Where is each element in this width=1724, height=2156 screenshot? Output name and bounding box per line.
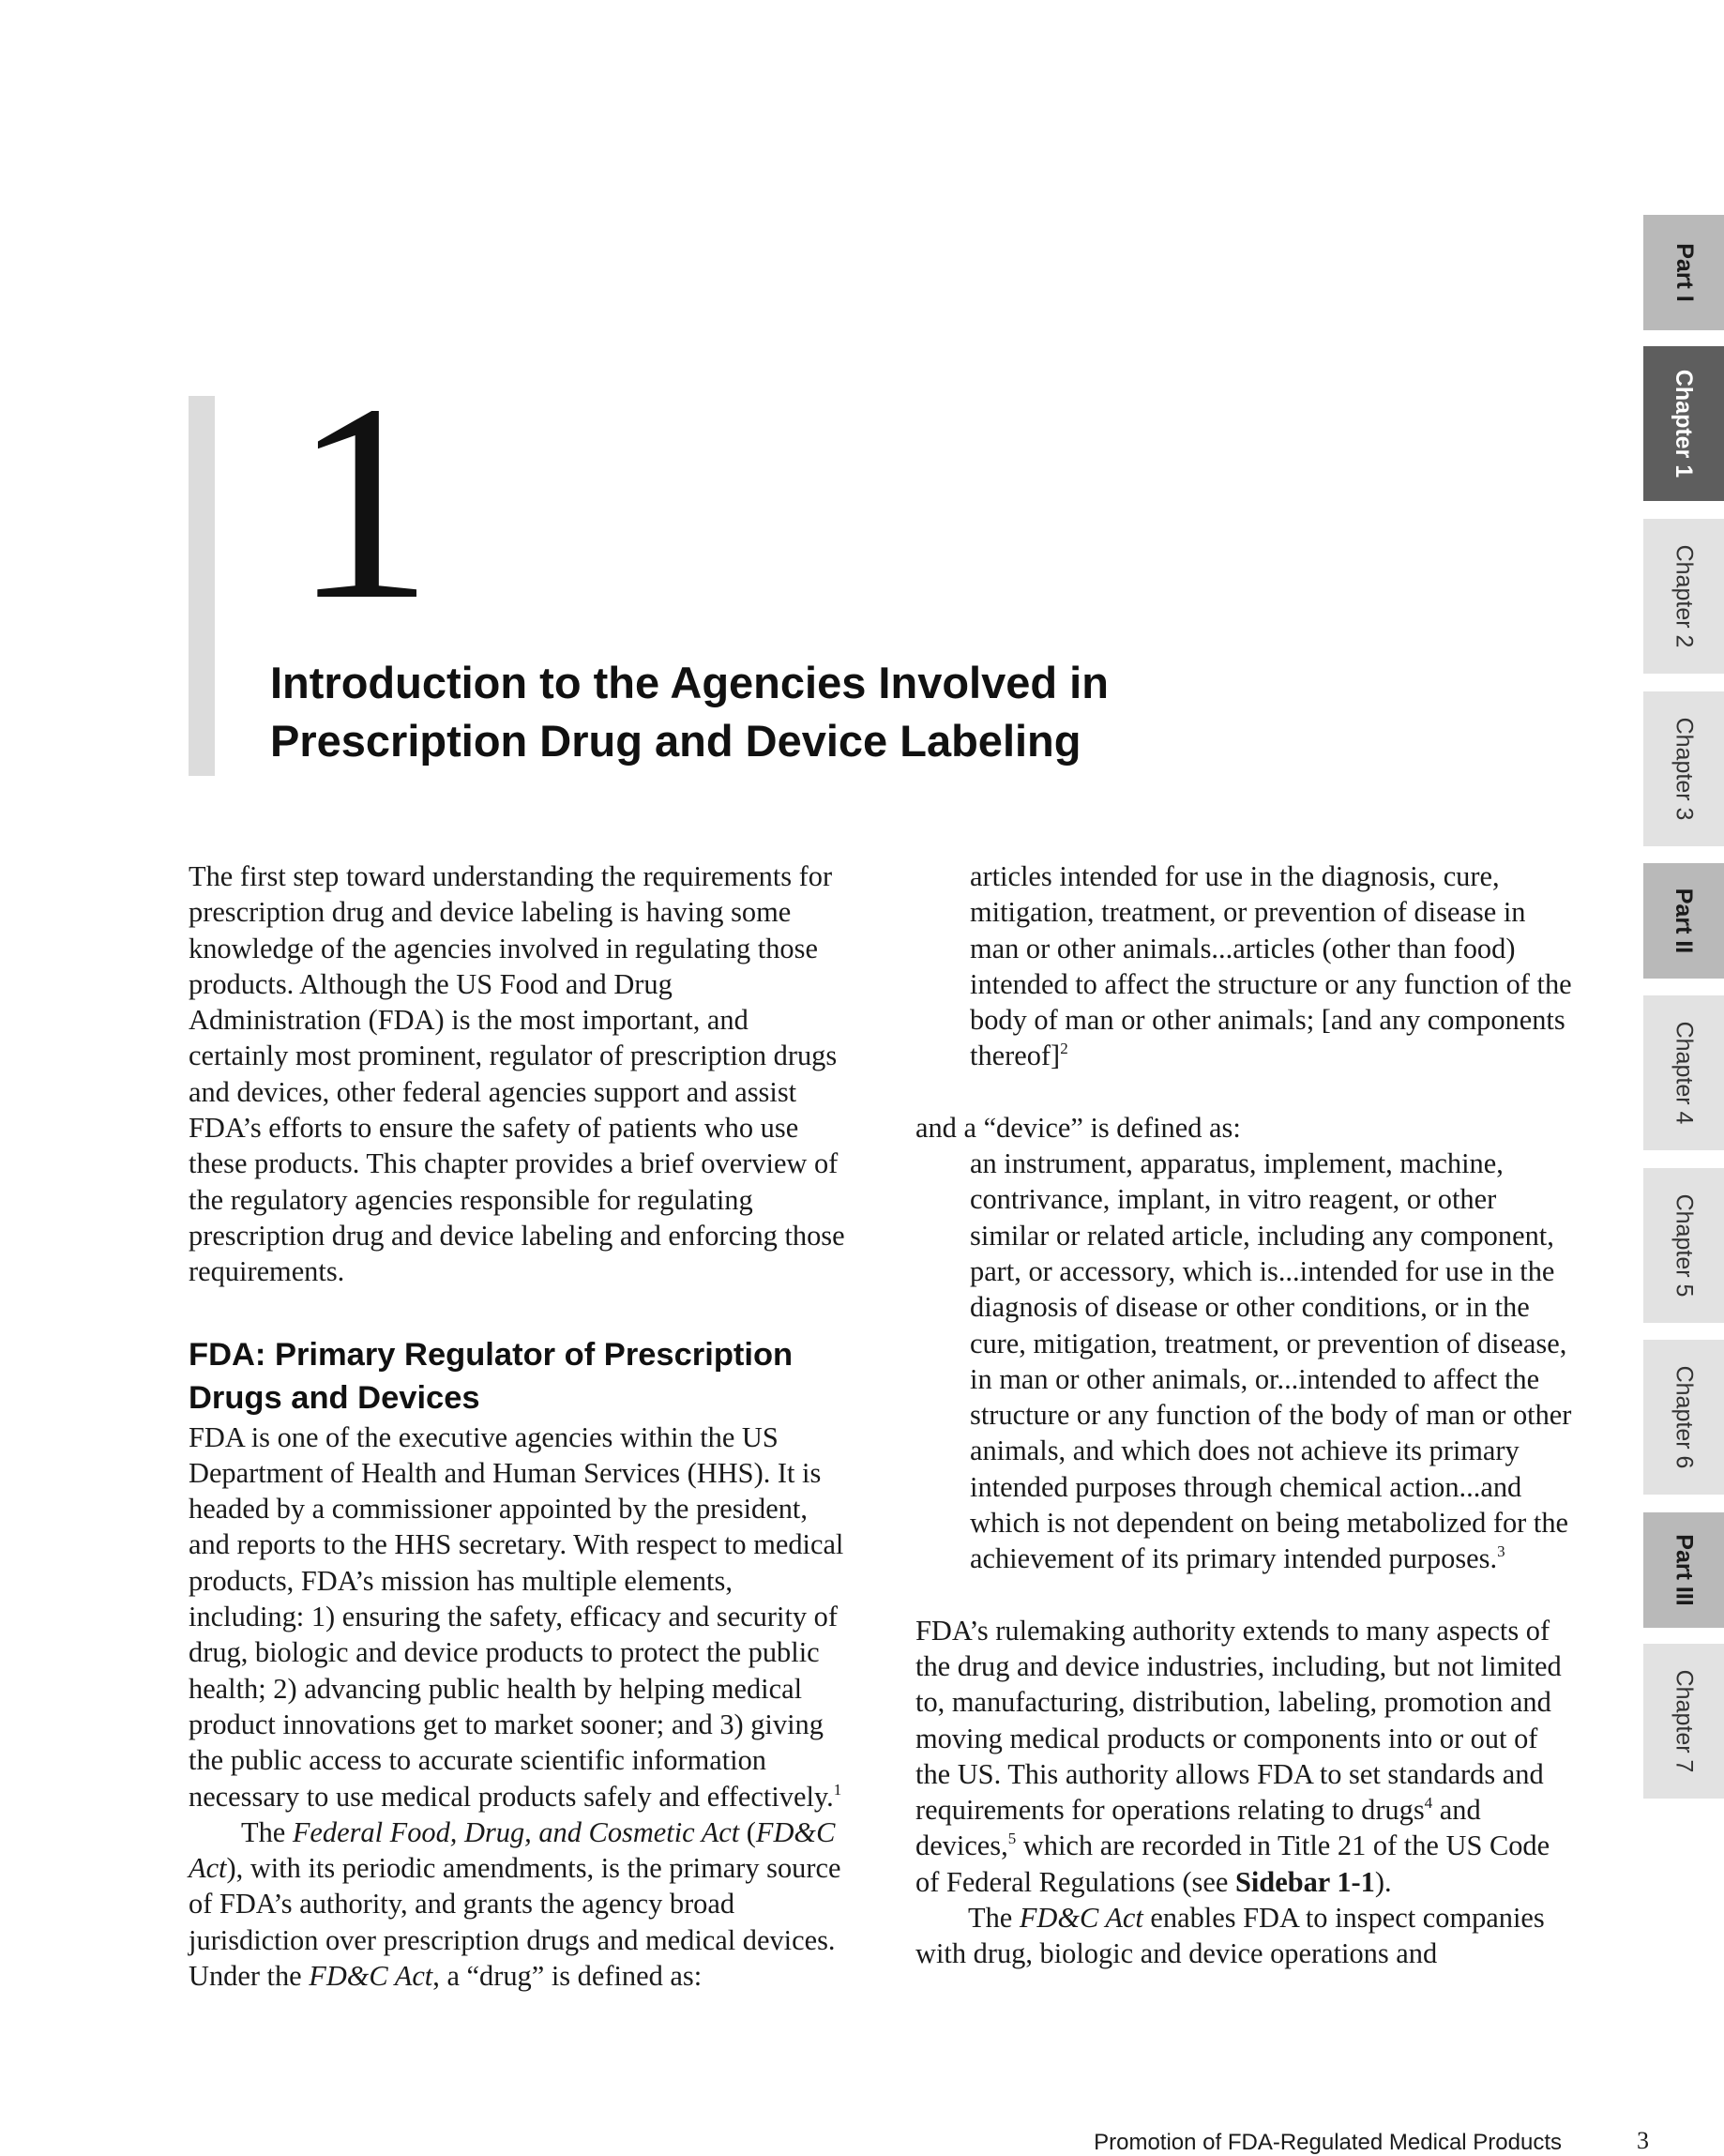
drug-definition-text: articles intended for use in the diagnosis, cure, mitigation, treatment, or prevention of disease in man or other animals...articles (other than food) intended to affect the structure or any function of the body of man or other animals; [and any components thereof]: [970, 860, 1572, 1072]
tab-chapter-2[interactable]: [1643, 519, 1724, 674]
drug-definition-quote: [970, 858, 1577, 1074]
left-column: [189, 858, 845, 1994]
chapter-title-line-2: Prescription Drug and Device Labeling: [270, 716, 1081, 766]
fda-paragraph-text: FDA is one of the executive agencies within the US Department of Health and Human Services (HHS). It is headed by a commissioner appointed by the president, and reports to the HHS secretary. With respect to medical products, FDA’s mission has multiple elements, including: 1) ensuring the safety, efficacy and security of drug, biologic and device products to protect the public health; 2) advancing public health by helping medical product innovations get to market sooner; and 3) giving the public access to accurate scientific information necessary to use medical products safely and effectively.: [189, 1420, 844, 1813]
inspection-paragraph: [915, 1900, 1577, 1972]
chapter-title-line-1: Introduction to the Agencies Involved in: [270, 658, 1109, 707]
tab-chapter-7[interactable]: [1643, 1644, 1724, 1799]
rulemaking-text-d: ).: [1374, 1865, 1392, 1898]
tab-label: Chapter 6: [1671, 1365, 1698, 1469]
intro-paragraph: The first step toward understanding the requirements for prescription drug and device labeling is having some knowledge of the agencies involved in regulating those products. Although the US Food and Drug Administration (FDA) is the most important, and certainly most prominent, regulator of prescription drugs and devices, other federal agencies support and assist FDA’s efforts to ensure the safety of patients who use these products. This chapter provides a brief overview of the regulatory agencies responsible for regulating prescription drug and device labeling and enforcing those requirements.: [189, 860, 845, 1288]
right-column: [915, 858, 1577, 1972]
fdc-act-end: , a “drug” is defined as:: [432, 1960, 703, 1993]
section-heading-fda: FDA: Primary Regulator of Prescription Drugs and Devices: [189, 1336, 794, 1416]
device-intro: and a “device” is defined as:: [915, 1111, 1241, 1144]
fdc-act-text: ), with its periodic amendments, is the primary source of FDA’s authority, and grants the agency broad jurisdiction over prescription drugs and medical devices. Under the: [189, 1852, 841, 1993]
tab-label: Part II: [1671, 888, 1698, 954]
device-definition-text: an instrument, apparatus, implement, machine, contrivance, implant, in vitro reagent, or other similar or related article, including any component, part, or accessory, which is...intended for use in the diagnosis of disease or other conditions, or in the cure, mitigation, treatment, or prevention of disease, in man or other animals, or...intended to affect the structure or any function of the body of man or other animals, and which does not achieve its primary intended purposes through chemical action...and which is not dependent on being metabolized for the achievement of its primary intended purposes.: [970, 1147, 1572, 1575]
footer-book-title: Promotion of FDA-Regulated Medical Products: [1094, 2130, 1562, 2155]
footnote-ref-5[interactable]: 5: [1007, 1830, 1017, 1848]
tab-chapter-5[interactable]: [1643, 1168, 1724, 1323]
tab-label: Chapter 7: [1671, 1669, 1698, 1773]
chapter-accent-bar: [189, 396, 215, 776]
fdc-act-paragraph: [189, 1814, 845, 1994]
tab-label: Chapter 2: [1671, 544, 1698, 648]
tab-label: Part III: [1671, 1534, 1698, 1606]
tab-part-3[interactable]: [1643, 1512, 1724, 1628]
tab-chapter-6[interactable]: [1643, 1340, 1724, 1495]
rulemaking-text-a: FDA’s rulemaking authority extends to many aspects of the drug and device industries, including, but not limited to, manufacturing, distribution, labeling, promotion and moving medical products or components into or out of the US. This authority allows FDA to set standards and requirements for operations relating to drugs: [915, 1614, 1562, 1827]
chapter-number: 1: [293, 346, 433, 658]
tab-chapter-4[interactable]: [1643, 995, 1724, 1150]
page-number: 3: [1637, 2127, 1649, 2154]
tab-label: Chapter 3: [1671, 717, 1698, 821]
chapter-title: [270, 654, 1302, 770]
inspection-the: The: [968, 1902, 1020, 1935]
footnote-ref-2[interactable]: 2: [1060, 1040, 1068, 1058]
inspection-act-abbr: FD&C Act: [1019, 1902, 1143, 1935]
act-title: Federal Food, Drug, and Cosmetic Act: [292, 1815, 740, 1848]
tab-label: Chapter 1: [1671, 369, 1698, 478]
fda-paragraph: [189, 1420, 845, 1814]
device-definition-quote: [970, 1146, 1577, 1577]
sidebar-reference-link[interactable]: Sidebar 1-1: [1234, 1865, 1375, 1898]
tab-part-1[interactable]: [1643, 215, 1724, 330]
tab-chapter-3[interactable]: [1643, 691, 1724, 846]
footnote-ref-1[interactable]: 1: [833, 1780, 842, 1799]
footnote-ref-4[interactable]: 4: [1424, 1794, 1433, 1813]
footnote-ref-3[interactable]: 3: [1497, 1542, 1505, 1561]
tab-chapter-1[interactable]: [1643, 346, 1724, 501]
act-abbr-2: FD&C Act: [309, 1960, 433, 1993]
tab-label: Part I: [1671, 243, 1698, 302]
inspection-text: enables FDA to inspect companies with drug, biologic and device operations and: [915, 1902, 1545, 1970]
tab-label: Chapter 5: [1671, 1193, 1698, 1298]
rulemaking-paragraph: [915, 1613, 1577, 1900]
fdc-act-the: The: [241, 1815, 293, 1848]
act-abbr: FD&C Act: [189, 1815, 836, 1885]
rulemaking-text-c: which are recorded in Title 21 of the US Code of Federal Regulations (see: [915, 1830, 1550, 1898]
tab-label: Chapter 4: [1671, 1021, 1698, 1125]
tab-part-2[interactable]: [1643, 863, 1724, 979]
rulemaking-text-b: and devices,: [915, 1794, 1481, 1862]
fdc-act-open: (: [739, 1815, 756, 1848]
